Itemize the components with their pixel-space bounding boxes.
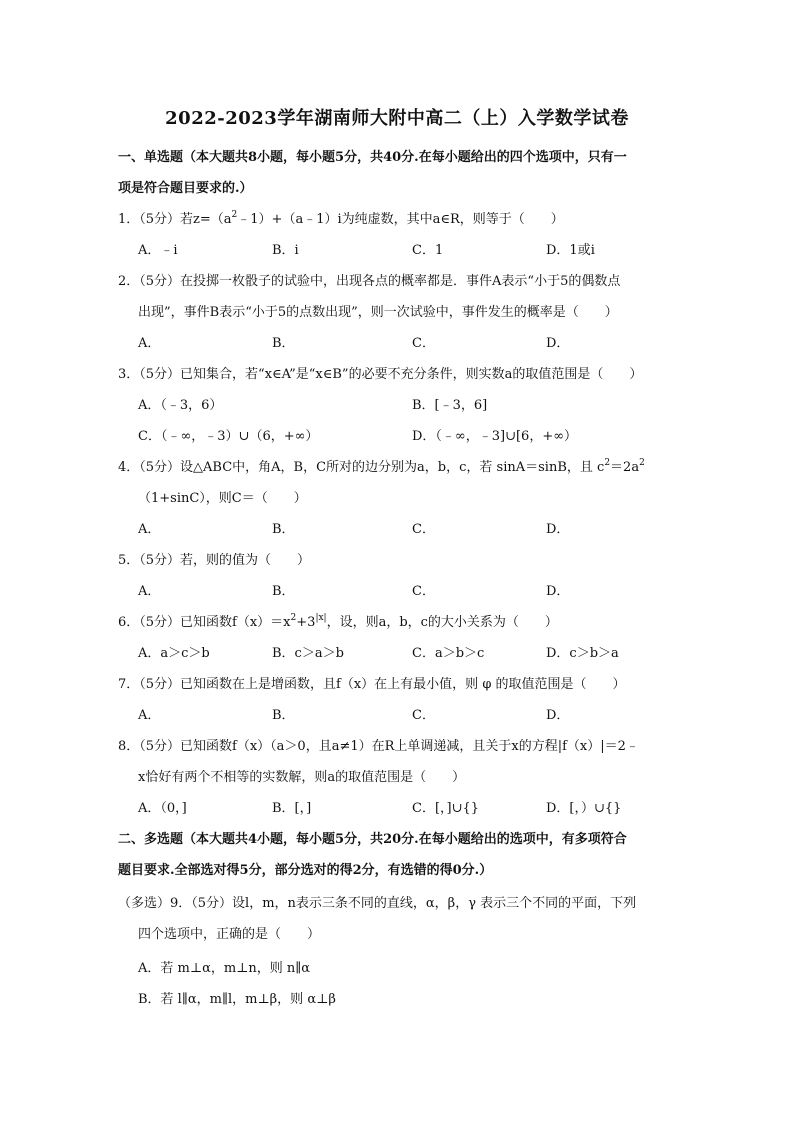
question-2-stem-line1: 2．（5分）在投掷一枚骰子的试验中，出现各点的概率都是．事件A表示“小于5的偶数点 [118, 274, 621, 289]
question-1-option-c[interactable]: C．1 [412, 243, 444, 258]
question-4-option-d[interactable]: D． [546, 522, 570, 537]
question-4-option-a[interactable]: A． [138, 522, 161, 537]
question-1-stem-a: 1．（5分）若z=（a [118, 212, 232, 227]
question-3-option-c[interactable]: C．（﹣∞，﹣3）∪（6，+∞） [138, 429, 319, 444]
section1-header-line1: 一、单选题（本大题共8小题，每小题5分，共40分.在每小题给出的四个选项中，只有一 [118, 150, 627, 165]
question-5-option-c[interactable]: C． [412, 584, 435, 599]
question-6-option-c[interactable]: C．a＞b＞c [412, 646, 485, 661]
question-8-option-a[interactable]: A．（0，] [138, 801, 187, 816]
question-6-option-b[interactable]: B．c＞a＞b [272, 646, 344, 661]
question-1-stem [118, 208, 564, 227]
question-6-stem-a: 6．（5分）已知函数f（x）＝x [118, 615, 291, 630]
question-5-stem: 5．（5分）若，则的值为（ ） [118, 553, 311, 568]
question-2-option-b[interactable]: B． [272, 336, 295, 351]
question-4-option-b[interactable]: B． [272, 522, 295, 537]
question-6-option-d[interactable]: D．c＞b＞a [546, 646, 619, 661]
question-9-stem-line2: 四个选项中，正确的是（ ） [138, 927, 321, 942]
question-8-option-b[interactable]: B．[，] [272, 801, 312, 816]
section2-header-line2: 题目要求.全部选对得5分，部分选对的得2分，有选错的得0分.） [118, 863, 493, 878]
question-1-stem-b: ﹣1）+（a﹣1）i为纯虚数，其中a∈R，则等于（ ） [237, 212, 564, 227]
question-3-option-b[interactable]: B．[﹣3，6] [412, 398, 488, 413]
section2-header-line1: 二、多选题（本大题共4小题，每小题5分，共20分.在每小题给出的选项中，有多项符合 [118, 832, 627, 847]
question-2-option-c[interactable]: C． [412, 336, 435, 351]
question-3-stem: 3．（5分）已知集合，若“x∈A”是“x∈B”的必要不充分条件，则实数a的取值范围是（ ） [118, 367, 643, 382]
question-4-option-c[interactable]: C． [412, 522, 435, 537]
question-6-option-a[interactable]: A．a＞c＞b [138, 646, 210, 661]
question-5-option-a[interactable]: A． [138, 584, 161, 599]
question-4-stem-b: ＝2a [610, 460, 640, 475]
question-2-option-d[interactable]: D． [546, 336, 570, 351]
question-6-exponent-1: 2 [290, 613, 297, 623]
question-2-option-a[interactable]: A． [138, 336, 161, 351]
question-7-option-d[interactable]: D． [546, 708, 570, 723]
question-1-option-d[interactable]: D．1或i [546, 243, 595, 258]
question-2-stem-line2: 出现”，事件B表示“小于5的点数出现”，则一次试验中，事件发生的概率是（ ） [138, 305, 618, 320]
question-4-stem-line1 [118, 456, 645, 475]
question-6-stem [118, 611, 558, 630]
question-5-option-d[interactable]: D． [546, 584, 570, 599]
question-9-stem-line1: （多选）9．（5分）设l，m，n表示三条不同的直线，α，β，γ 表示三个不同的平面，下列 [118, 896, 637, 911]
question-1-option-b[interactable]: B．i [272, 243, 299, 258]
question-3-option-d[interactable]: D．（﹣∞，﹣3]∪[6，+∞） [412, 429, 578, 444]
question-4-stem-line2: （1+sinC），则C＝（ ） [138, 491, 307, 506]
question-6-stem-b: +3 [296, 615, 316, 630]
question-6-stem-c: ，设，则a，b，c的大小关系为（ ） [326, 615, 558, 630]
question-7-option-b[interactable]: B． [272, 708, 295, 723]
question-8-stem-line1: 8．（5分）已知函数f（x）（a＞0，且a≠1）在R上单调递减，且关于x的方程|f（x）|＝2﹣ [118, 739, 639, 754]
question-6-exponent-2: |x| [315, 613, 327, 623]
question-5-option-b[interactable]: B． [272, 584, 295, 599]
question-4-exponent-1: 2 [604, 458, 611, 468]
question-3-option-a[interactable]: A．（﹣3，6） [138, 398, 223, 413]
exam-title: 2022-2023学年湖南师大附中高二（上）入学数学试卷 [165, 108, 629, 129]
question-9-option-a[interactable]: A．若 m⊥α，m⊥n，则 n∥α [138, 961, 311, 976]
question-4-stem-a: 4．（5分）设△ABC中，角A，B，C所对的边分别为a，b，c，若 sinA＝sinB，且 c [118, 460, 605, 475]
question-7-option-a[interactable]: A． [138, 708, 161, 723]
question-7-option-c[interactable]: C． [412, 708, 435, 723]
question-8-option-d[interactable]: D．[，）∪{} [546, 801, 622, 816]
section1-header-line2: 项是符合题目要求的.） [118, 181, 253, 196]
question-8-option-c[interactable]: C．[，]∪{} [412, 801, 480, 816]
question-9-option-b[interactable]: B．若 l∥α，m∥l，m⊥β，则 α⊥β [138, 992, 336, 1007]
question-8-stem-line2: x恰好有两个不相等的实数解，则a的取值范围是（ ） [138, 770, 466, 785]
question-1-option-a[interactable]: A．﹣i [138, 243, 178, 258]
question-1-exponent: 2 [231, 210, 238, 220]
question-7-stem: 7．（5分）已知函数在上是增函数，且f（x）在上有最小值，则 φ 的取值范围是（ ） [118, 677, 626, 692]
question-4-exponent-2: 2 [639, 458, 645, 468]
